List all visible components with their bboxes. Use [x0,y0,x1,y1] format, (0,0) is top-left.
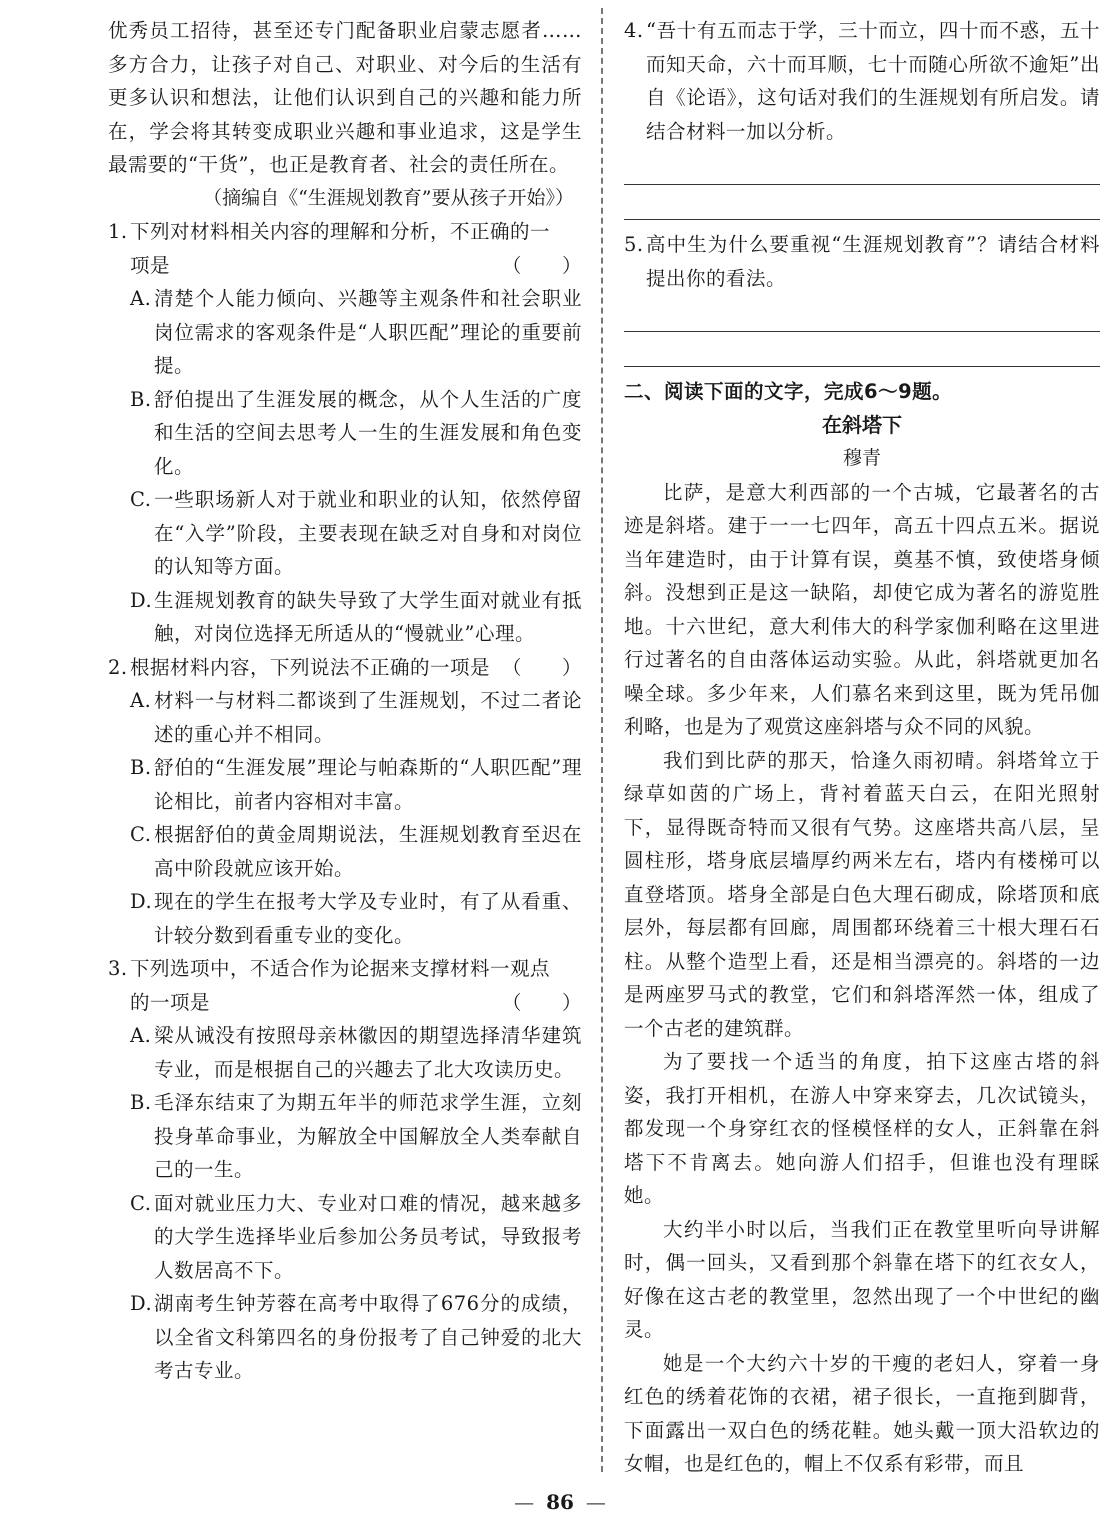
source-citation: （摘编自《“生涯规划教育”要从孩子开始》） [203,186,574,209]
question-5 [624,228,1100,367]
article-paragraph: 为了要找一个适当的角度，拍下这座古塔的斜姿，我打开相机，在游人中穿来穿去，几次试镜头，都发现一个身穿红衣的怪模怪样的女人，正斜靠在斜塔下不肯离去。她向游人们招手，但谁也没有理睬她。 [624,1050,1100,1207]
answer-paren: （ ） [501,655,582,679]
question-number: 2. [108,655,128,679]
answer-line[interactable] [624,148,1100,185]
right-column [624,14,1100,1481]
article-title: 在斜塔下 [822,412,902,437]
question-stem-cont: 项是 [130,253,171,277]
section-heading: 二、阅读下面的文字，完成6～9题。 [624,380,953,403]
question-number: 1. [108,220,128,243]
answer-line[interactable] [624,295,1100,332]
answer-line[interactable] [624,332,1100,367]
option-b: B. 舒伯的“生涯发展”理论与帕森斯的“人职匹配”理论相比，前者内容相对丰富。 [130,756,582,813]
question-stem-cont: 的一项是 [130,990,211,1014]
option-d: D. 湖南考生钟芳蓉在高考中取得了676分的成绩，以全省文科第四名的身份报考了自己钟爱的北大考古专业。 [130,1292,582,1382]
question-text: 高中生为什么要重视“生涯规划教育”？请结合材料提出你的看法。 [646,233,1100,290]
question-number: 4. [624,19,644,42]
question-number: 5. [624,233,644,256]
article-paragraph: 她是一个大约六十岁的干瘦的老妇人，穿着一身红色的绣着花饰的衣裙，裙子很长，一直拖到脚背，下面露出一双白色的绣花鞋。她头戴一顶大沿软边的女帽，也是红色的，帽上不仅系有彩带，而且 [624,1351,1100,1475]
answer-paren: （ ） [501,253,582,277]
option-d: D. 现在的学生在报考大学及专业时，有了从看重、计较分数到看重专业的变化。 [130,890,582,947]
intro-paragraph: 优秀员工招待，甚至还专门配备职业启蒙志愿者……多方合力，让孩子对自己、对职业、对今后的生活有更多认识和想法，让他们认识到自己的兴趣和能力所在，学会将其转变成职业兴趣和事业追求，这是学生最需要的“干货”，也正是教育者、社会的责任所在。 [108,19,582,176]
page-footer: — 86 — [514,1490,606,1514]
option-c: C. 面对就业压力大、专业对口难的情况，越来越多的大学生选择毕业后参加公务员考试，导致报考人数居高不下。 [130,1191,582,1282]
option-a: A. 清楚个人能力倾向、兴趣等主观条件和社会职业岗位需求的客观条件是“人职匹配”理论的重要前提。 [130,287,582,377]
page-number: 86 [546,1490,574,1514]
question-number: 3. [108,957,128,980]
option-c: C. 根据舒伯的黄金周期说法，生涯规划教育至迟在高中阶段就应该开始。 [130,823,582,880]
option-d: D. 生涯规划教育的缺失导致了大学生面对就业有抵触，对岗位选择无所适从的“慢就业”心理。 [130,588,582,645]
question-2 [108,651,582,953]
article-paragraph: 我们到比萨的那天，恰逢久雨初晴。斜塔耸立于绿草如茵的广场上，背衬着蓝天白云，在阳光照射下，显得既奇特而又很有气势。这座塔共高八层，呈圆柱形，塔身底层墙厚约两米左右，塔内有楼梯可以直登塔顶。塔身全部是白色大理石砌成，除塔顶和底层外，每层都有回廊，周围都环绕着三十根大理石石柱。从整个造型上看，还是相当漂亮的。斜塔的一边是两座罗马式的教堂，它们和斜塔浑然一体，组成了一个古老的建筑群。 [624,748,1100,1040]
answer-line[interactable] [624,185,1100,220]
question-4 [624,14,1100,220]
article-paragraph: 大约半小时以后，当我们正在教堂里听向导讲解时，偶一回头，又看到那个斜靠在塔下的红衣女人，好像在这古老的教堂里，忽然出现了一个中世纪的幽灵。 [624,1217,1100,1341]
option-b: B. 毛泽东结束了为期五年半的师范求学生涯，立刻投身革命事业，为解放全中国解放全人类奉献自己的一生。 [130,1091,582,1181]
option-c: C. 一些职场新人对于就业和职业的认知，依然停留在“入学”阶段，主要表现在缺乏对自身和对岗位的认知等方面。 [130,488,582,578]
question-stem: 根据材料内容，下列说法不正确的一项是 [130,655,491,679]
article-author: 穆青 [842,447,881,469]
option-a: A. 梁从诫没有按照母亲林徽因的期望选择清华建筑专业，而是根据自己的兴趣去了北大攻读历史。 [130,1024,582,1081]
left-column [108,14,582,1388]
column-divider [601,8,603,1472]
answer-paren: （ ） [501,990,582,1014]
article-paragraph: 比萨，是意大利西部的一个古城，它最著名的古迹是斜塔。建于一一七四年，高五十四点五米。据说当年建造时，由于计算有误，奠基不慎，致使塔身倾斜。没想到正是这一缺陷，却使它成为著名的游览胜地。十六世纪，意大利伟大的科学家伽利略在这里进行过著名的自由落体运动实验。从此，斜塔就更加名噪全球。多少年来，人们慕名来到这里，既为凭吊伽利略，也是为了观赏这座斜塔与众不同的风貌。 [624,480,1100,738]
option-b: B. 舒伯提出了生涯发展的概念，从个人生活的广度和生活的空间去思考人一生的生涯发展和角色变化。 [130,387,582,478]
question-stem: 下列对材料相关内容的理解和分析，不正确的一 [130,220,551,243]
option-a: A. 材料一与材料二都谈到了生涯规划，不过二者论述的重心并不相同。 [130,689,582,746]
question-stem: 下列选项中，不适合作为论据来支撑材料一观点 [130,957,551,980]
question-1 [108,215,582,651]
question-text: “吾十有五而志于学，三十而立，四十而不惑，五十而知天命，六十而耳顺，七十而随心所欲不逾矩”出自《论语》，这句话对我们的生涯规划有所启发。请结合材料一加以分析。 [646,19,1100,143]
question-3 [108,952,582,1388]
